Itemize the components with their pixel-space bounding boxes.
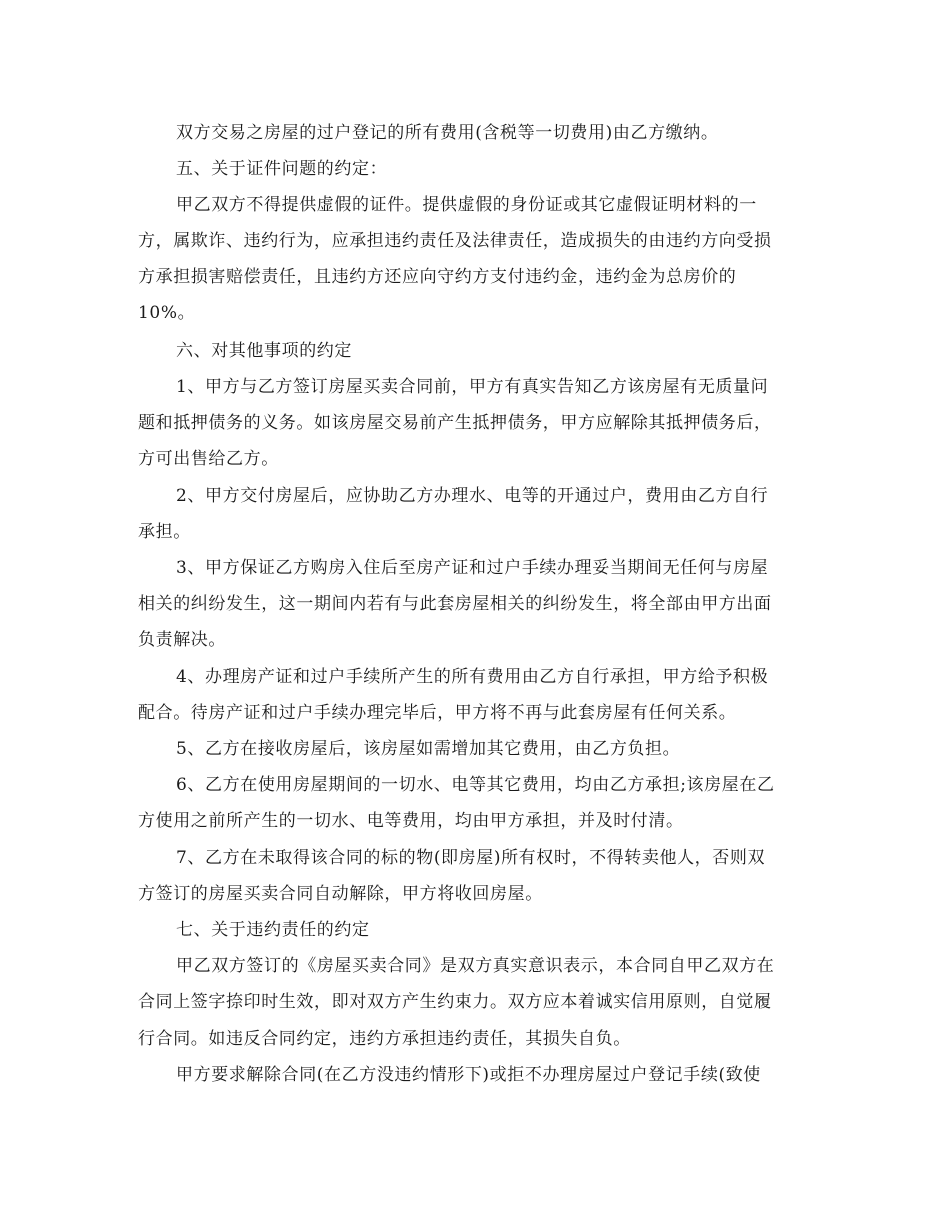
text-line: 行合同。如违反合同约定，违约方承担违约责任，其损失自负。	[138, 1029, 631, 1049]
section-heading: 六、对其他事项的约定	[176, 341, 352, 361]
section-heading: 七、关于违约责任的约定	[176, 920, 370, 940]
text-line: 1、甲方与乙方签订房屋买卖合同前，甲方有真实告知乙方该房屋有无质量问	[176, 377, 769, 397]
text-line: 5、乙方在接收房屋后，该房屋如需增加其它费用，由乙方负担。	[176, 739, 681, 759]
section-heading: 五、关于证件问题的约定：	[176, 159, 388, 179]
text-line: 甲方要求解除合同(在乙方没违约情形下)或拒不办理房屋过户登记手续(致使	[176, 1065, 761, 1085]
text-line: 合同上签字捺印时生效，即对双方产生约束力。双方应本着诚实信用原则，自觉履	[138, 992, 772, 1012]
text-line: 4、办理房产证和过户手续所产生的所有费用由乙方自行承担，甲方给予积极	[176, 667, 769, 687]
text-line: 方签订的房屋买卖合同自动解除，甲方将收回房屋。	[138, 884, 543, 904]
text-line: 相关的纠纷发生，这一期间内若有与此套房屋相关的纠纷发生，将全部由甲方出面	[138, 594, 772, 614]
text-line: 6、乙方在使用房屋期间的一切水、电等其它费用，均由乙方承担;该房屋在乙	[176, 775, 775, 795]
text-line: 方可出售给乙方。	[138, 449, 279, 469]
text-line: 承担。	[138, 522, 191, 542]
text-line: 方使用之前所产生的一切水、电等费用，均由甲方承担，并及时付清。	[138, 811, 684, 831]
text-line: 双方交易之房屋的过户登记的所有费用(含税等一切费用)由乙方缴纳。	[176, 123, 719, 143]
text-line: 10%。	[138, 303, 196, 323]
text-line: 题和抵押债务的义务。如该房屋交易前产生抵押债务，甲方应解除其抵押债务后，	[138, 413, 772, 433]
text-line: 方承担损害赔偿责任，且违约方还应向守约方支付违约金，违约金为总房价的	[138, 267, 737, 287]
text-line: 配合。待房产证和过户手续办理完毕后，甲方将不再与此套房屋有任何关系。	[138, 703, 737, 723]
text-line: 方，属欺诈、违约行为，应承担违约责任及法律责任，造成损失的由违约方向受损	[138, 231, 772, 251]
text-line: 甲乙双方不得提供虚假的证件。提供虚假的身份证或其它虚假证明材料的一	[176, 195, 757, 215]
text-line: 2、甲方交付房屋后，应协助乙方办理水、电等的开通过户，费用由乙方自行	[176, 486, 769, 506]
text-line: 7、乙方在未取得该合同的标的物(即房屋)所有权时，不得转卖他人，否则双	[176, 848, 766, 868]
text-line: 甲乙双方签订的《房屋买卖合同》是双方真实意识表示，本合同自甲乙双方在	[176, 956, 775, 976]
text-line: 3、甲方保证乙方购房入住后至房产证和过户手续办理妥当期间无任何与房屋	[176, 558, 769, 578]
text-line: 负责解决。	[138, 630, 226, 650]
